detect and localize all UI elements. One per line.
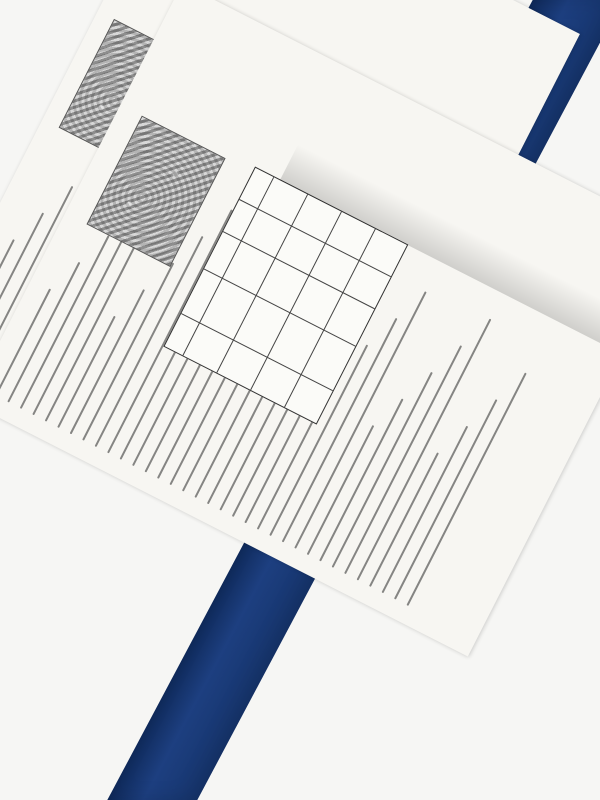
text-line bbox=[70, 289, 145, 434]
text-line bbox=[182, 370, 245, 491]
text-line bbox=[394, 399, 497, 599]
text-line bbox=[57, 316, 116, 428]
text-line bbox=[332, 372, 433, 568]
text-line bbox=[344, 345, 462, 574]
text-line bbox=[120, 343, 181, 460]
text-line bbox=[406, 373, 526, 606]
